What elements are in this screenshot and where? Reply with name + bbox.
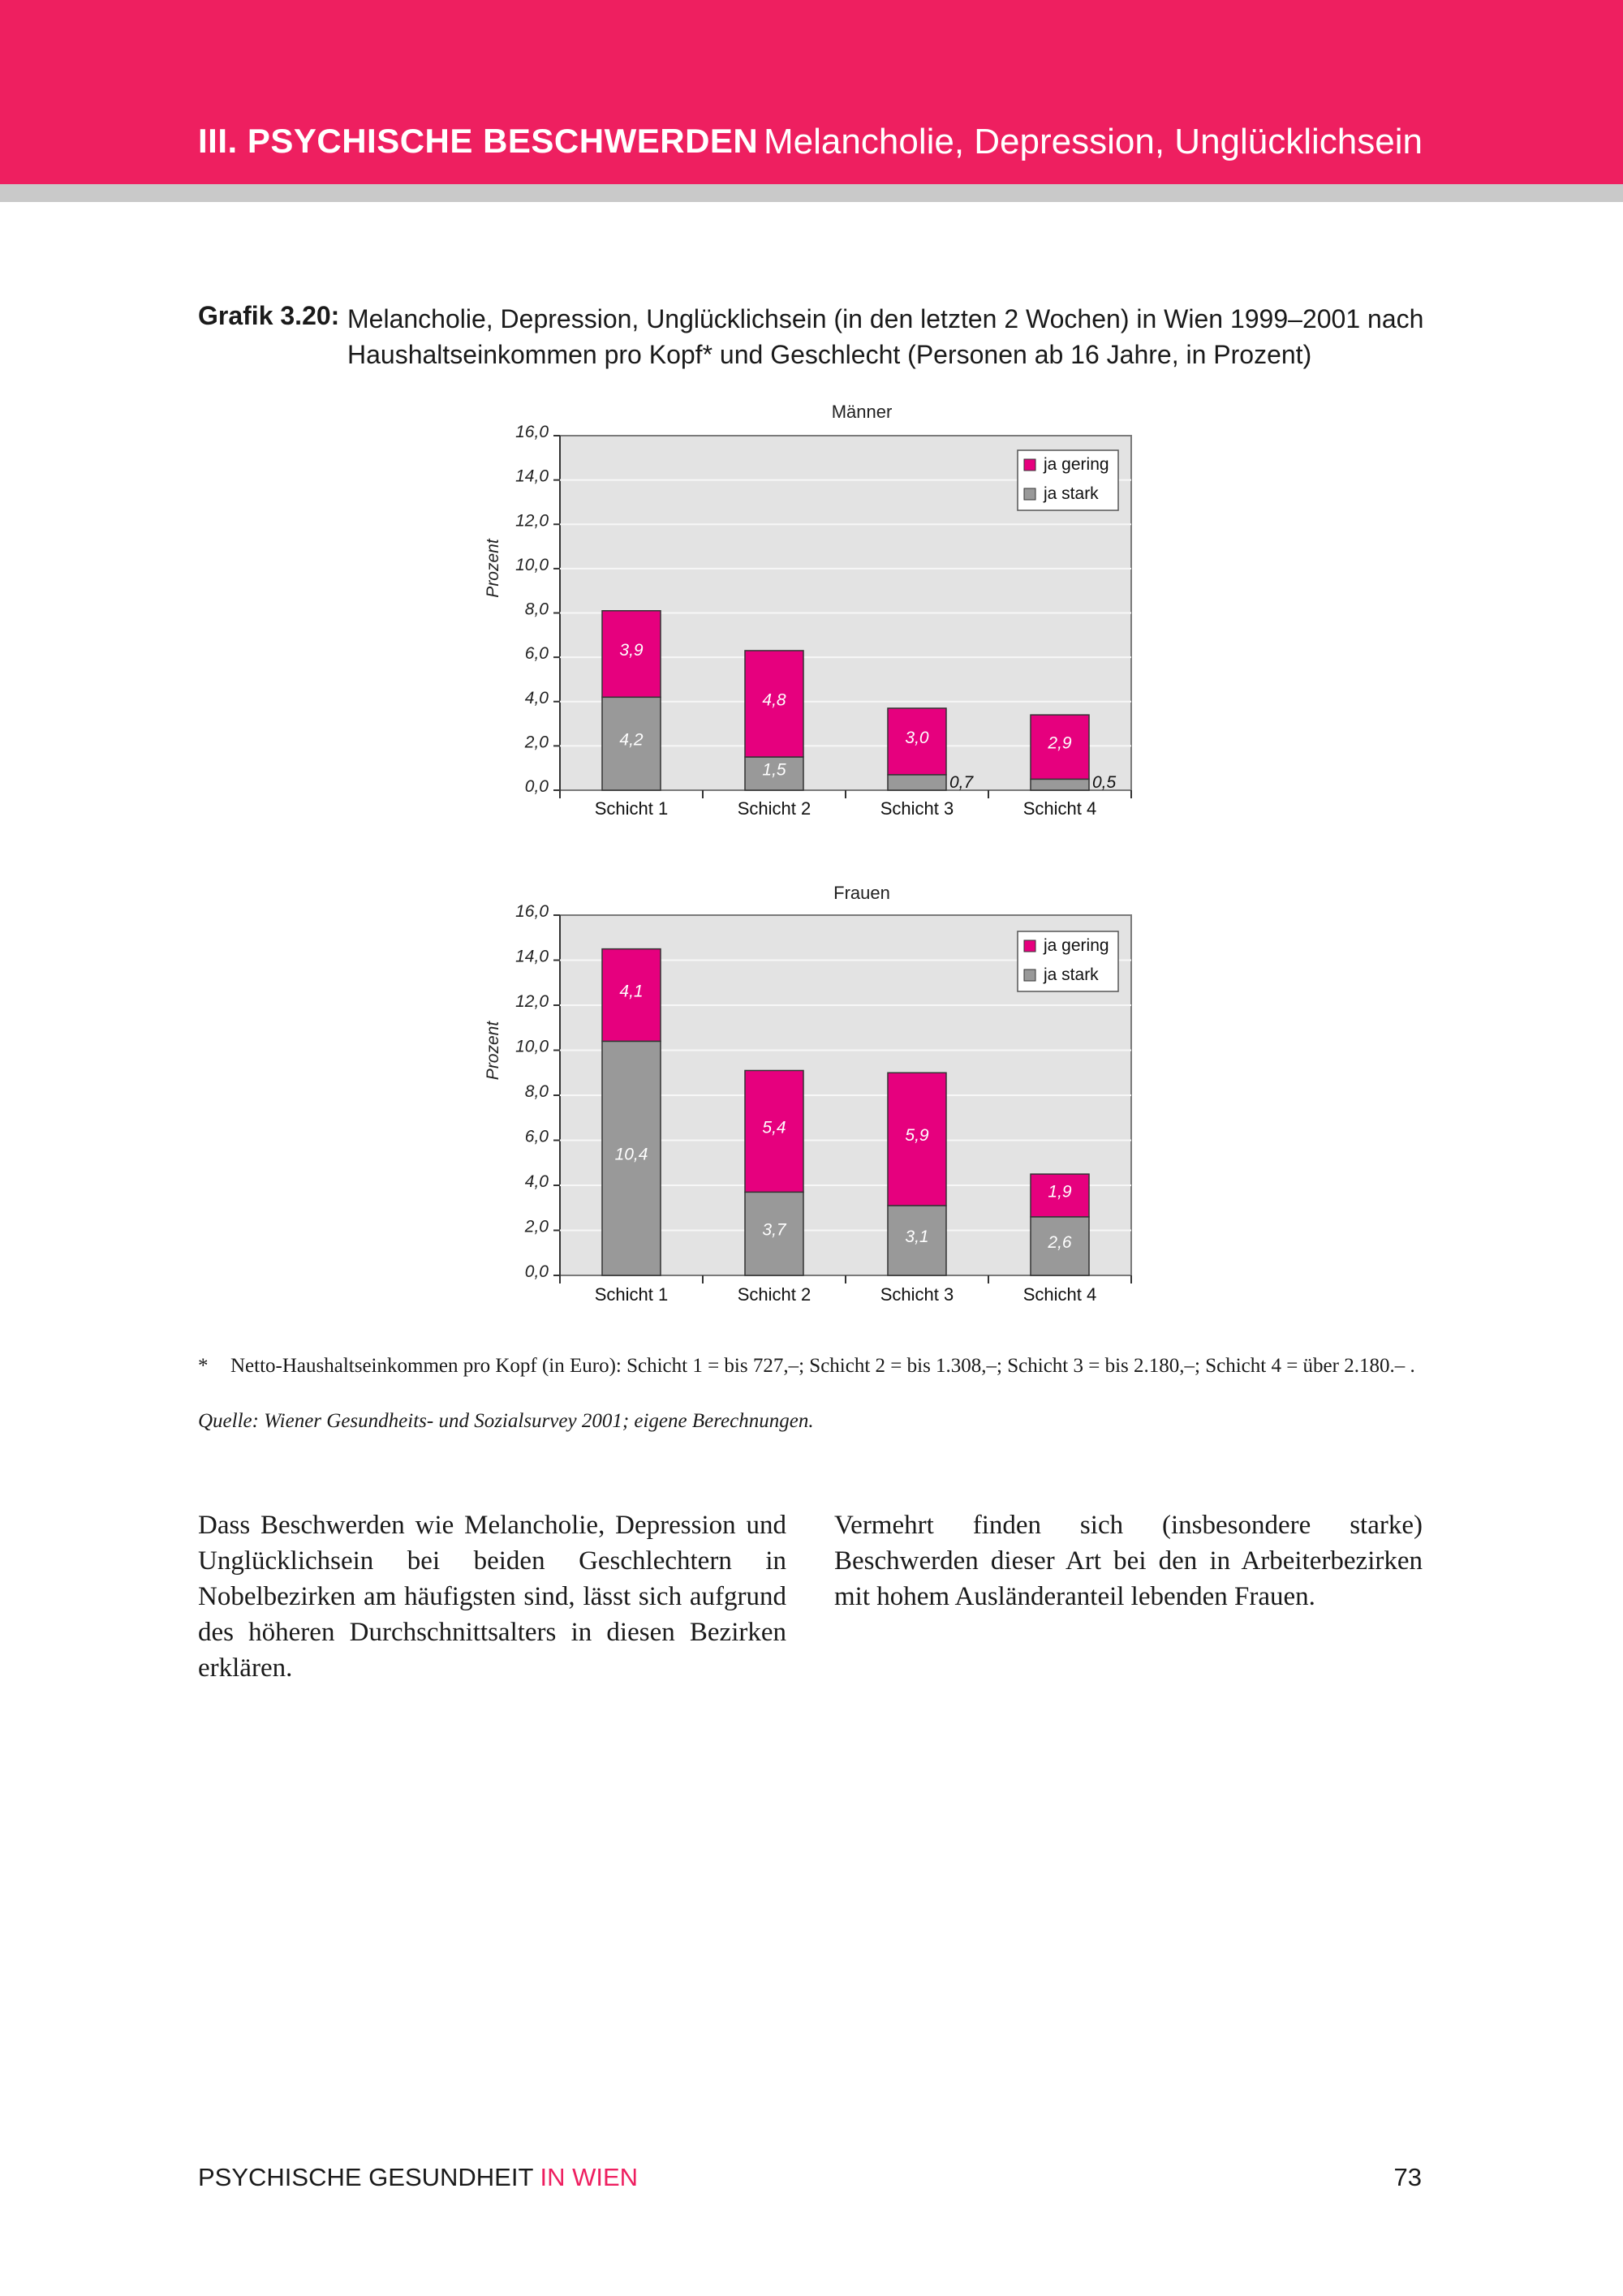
y-tick-label: 2,0 <box>524 1217 549 1236</box>
y-tick-label: 14,0 <box>515 947 549 966</box>
data-label-ja-stark: 0,5 <box>1092 773 1117 792</box>
legend-label: ja gering <box>1044 936 1109 955</box>
chart-title: Männer <box>831 402 893 422</box>
footer-title-accent: IN WIEN <box>540 2163 639 2191</box>
y-tick-label: 4,0 <box>524 688 549 707</box>
footer-title: PSYCHISCHE GESUNDHEIT <box>198 2163 540 2191</box>
data-label-ja-gering: 5,9 <box>905 1126 929 1146</box>
legend-swatch <box>1024 940 1035 952</box>
footer-publication <box>198 2163 638 2192</box>
x-category-label: Schicht 2 <box>737 1284 812 1305</box>
y-tick-label: 0,0 <box>524 1262 549 1281</box>
legend-label: ja stark <box>1044 965 1099 984</box>
legend-label: ja gering <box>1044 455 1109 474</box>
data-label-ja-stark: 3,7 <box>762 1220 786 1240</box>
legend-swatch <box>1024 970 1035 981</box>
y-tick-label: 10,0 <box>515 1037 549 1056</box>
chart-title: Frauen <box>833 883 890 903</box>
legend-label: ja stark <box>1044 484 1099 503</box>
y-tick-label: 14,0 <box>515 467 549 486</box>
y-tick-label: 4,0 <box>524 1172 549 1191</box>
data-label-ja-stark: 1,5 <box>762 760 786 780</box>
body-text-left: Dass Beschwerden wie Melancholie, Depression und Unglücklichsein bei beiden Geschlechtern in Nobelbezirken am häufigsten sind, lässt sich aufgrund des höheren Durchschnittsalters in diesen Bezirken erklären. <box>198 1511 786 1683</box>
figure-caption: Melancholie, Depression, Unglücklichsein (in den letzten 2 Wochen) in Wien 1999–2001 nach Haushaltseinkommen pro Kopf* und Geschlecht (Personen ab 16 Jahre, in Prozent) <box>347 304 1424 369</box>
y-tick-label: 8,0 <box>524 600 549 619</box>
page-number: 73 <box>1393 2163 1422 2191</box>
y-axis-label: Prozent <box>484 539 502 598</box>
source-note: Quelle: Wiener Gesundheits- und Sozialsurvey 2001; eigene Berechnungen. <box>198 1410 814 1432</box>
y-axis-label: Prozent <box>484 1021 502 1081</box>
y-tick-label: 2,0 <box>524 733 549 752</box>
data-label-ja-stark: 4,2 <box>619 730 644 750</box>
x-category-label: Schicht 2 <box>737 798 812 819</box>
data-label-ja-gering: 3,9 <box>619 641 644 660</box>
x-category-label: Schicht 3 <box>880 798 954 819</box>
y-tick-label: 12,0 <box>515 992 549 1011</box>
y-tick-label: 10,0 <box>515 555 549 574</box>
data-label-ja-stark: 10,4 <box>614 1145 648 1164</box>
y-tick-label: 8,0 <box>524 1082 549 1101</box>
x-category-label: Schicht 1 <box>594 798 669 819</box>
figure-label: Grafik 3.20: <box>198 301 340 330</box>
y-tick-label: 6,0 <box>524 644 549 664</box>
y-tick-label: 0,0 <box>524 777 549 796</box>
x-category-label: Schicht 3 <box>880 1284 954 1305</box>
data-label-ja-stark: 2,6 <box>1048 1232 1072 1252</box>
data-label-ja-gering: 5,4 <box>762 1118 786 1137</box>
x-category-label: Schicht 1 <box>594 1284 669 1305</box>
footnote-text: Netto-Haushaltseinkommen pro Kopf (in Euro): Schicht 1 = bis 727,–; Schicht 2 = bis 1.308,–; Schicht 3 = bis 2.180,–; Schicht 4 = über 2.180.– . <box>230 1355 1415 1377</box>
x-category-label: Schicht 4 <box>1022 1284 1097 1305</box>
y-tick-label: 12,0 <box>515 511 549 531</box>
data-label-ja-gering: 3,0 <box>905 728 929 747</box>
section-subtitle: Melancholie, Depression, Unglücklichsein <box>764 122 1423 161</box>
data-label-ja-stark: 0,7 <box>949 773 974 792</box>
body-text-right: Vermehrt finden sich (insbesondere starke) Beschwerden dieser Art bei den in Arbeiterbezirken mit hohem Ausländeranteil lebenden Frauen. <box>834 1511 1423 1611</box>
footnote-mark: * <box>198 1355 209 1377</box>
data-label-ja-gering: 2,9 <box>1048 733 1072 753</box>
data-label-ja-gering: 4,1 <box>619 982 644 1001</box>
data-label-ja-gering: 4,8 <box>762 690 786 710</box>
x-category-label: Schicht 4 <box>1022 798 1097 819</box>
y-tick-label: 16,0 <box>515 423 549 441</box>
section-title: III. PSYCHISCHE BESCHWERDEN <box>198 122 759 160</box>
data-label-ja-stark: 3,1 <box>905 1227 929 1246</box>
y-tick-label: 16,0 <box>515 902 549 921</box>
data-label-ja-gering: 1,9 <box>1048 1182 1072 1202</box>
y-tick-label: 6,0 <box>524 1127 549 1146</box>
